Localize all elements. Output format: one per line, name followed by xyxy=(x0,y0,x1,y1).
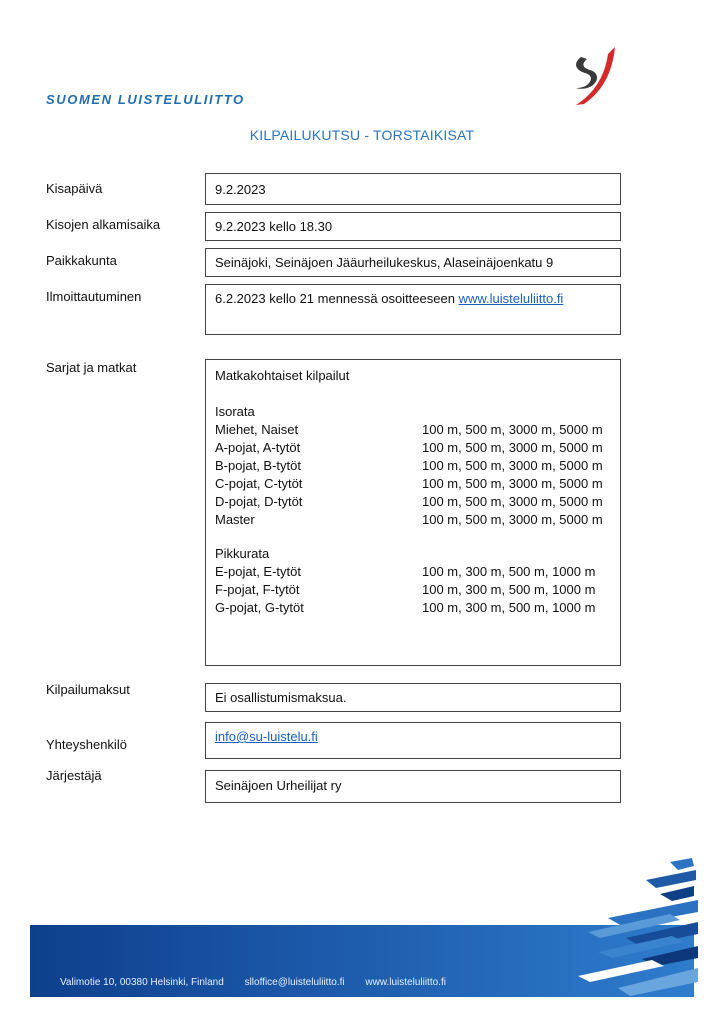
series-distances: 100 m, 500 m, 3000 m, 5000 m xyxy=(422,494,603,509)
series-name: B-pojat, B-tytöt xyxy=(215,458,301,473)
ilmoittautuminen-box xyxy=(205,284,621,335)
luisteluliitto-logo-icon xyxy=(568,44,620,108)
ilmoittautuminen-text: 6.2.2023 kello 21 mennessä osoitteeseen xyxy=(215,291,459,306)
jarjestaja-value: Seinäjoen Urheilijat ry xyxy=(215,778,342,793)
series-distances: 100 m, 300 m, 500 m, 1000 m xyxy=(422,600,596,615)
kisapaiva-value: 9.2.2023 xyxy=(215,182,266,197)
series-distances: 100 m, 500 m, 3000 m, 5000 m xyxy=(422,512,603,527)
yhteyshenkilo-label: Yhteyshenkilö xyxy=(46,737,127,752)
series-name: Miehet, Naiset xyxy=(215,422,299,437)
paikkakunta-value: Seinäjoki, Seinäjoen Jääurheilukeskus, Alaseinäjoenkatu 9 xyxy=(215,255,554,270)
document-title: KILPAILUKUTSU - TORSTAIKISAT xyxy=(249,127,475,143)
jarjestaja-box xyxy=(205,770,621,803)
footer-address: Valimotie 10, 00380 Helsinki, Finland xyxy=(60,977,224,988)
footer-web[interactable]: www.luisteluliitto.fi xyxy=(365,977,446,988)
maksut-label: Kilpailumaksut xyxy=(46,682,130,697)
paikkakunta-box xyxy=(205,248,621,277)
series-name: F-pojat, F-tytöt xyxy=(215,582,300,597)
maksut-box xyxy=(205,683,621,712)
footer-contact xyxy=(60,977,464,988)
paikkakunta-label: Paikkakunta xyxy=(46,253,117,268)
alkamisaika-value: 9.2.2023 kello 18.30 xyxy=(215,219,333,234)
sarjat-heading: Matkakohtaiset kilpailut xyxy=(215,368,350,383)
ilmoittautuminen-label: Ilmoittautuminen xyxy=(46,289,142,304)
maksut-value: Ei osallistumismaksua. xyxy=(215,690,347,705)
series-name: D-pojat, D-tytöt xyxy=(215,494,303,509)
footer-email[interactable]: slloffice@luisteluliitto.fi xyxy=(244,977,345,988)
jarjestaja-label: Järjestäjä xyxy=(46,768,102,783)
series-distances: 100 m, 300 m, 500 m, 1000 m xyxy=(422,582,596,597)
series-name: A-pojat, A-tytöt xyxy=(215,440,301,455)
ilmoittautuminen-link[interactable]: www.luisteluliitto.fi xyxy=(458,291,564,306)
series-distances: 100 m, 500 m, 3000 m, 5000 m xyxy=(422,476,603,491)
yhteyshenkilo-box xyxy=(205,722,621,759)
alkamisaika-label: Kisojen alkamisaika xyxy=(46,217,161,232)
org-name: SUOMEN LUISTELULIITTO xyxy=(46,92,245,107)
sarjat-label: Sarjat ja matkat xyxy=(46,360,137,375)
decorative-stripes-icon xyxy=(560,856,700,1001)
series-distances: 100 m, 500 m, 3000 m, 5000 m xyxy=(422,422,603,437)
kisapaiva-box xyxy=(205,173,621,205)
alkamisaika-box xyxy=(205,212,621,241)
series-name: E-pojat, E-tytöt xyxy=(215,564,301,579)
yhteyshenkilo-email-link[interactable]: info@su-luistelu.fi xyxy=(215,729,318,744)
isorata-title: Isorata xyxy=(215,404,255,419)
ilmoittautuminen-value xyxy=(215,291,563,306)
kisapaiva-label: Kisapäivä xyxy=(46,181,103,196)
series-name: Master xyxy=(215,512,255,527)
pikkurata-title: Pikkurata xyxy=(215,546,270,561)
sarjat-box xyxy=(205,359,621,666)
series-name: G-pojat, G-tytöt xyxy=(215,600,304,615)
series-distances: 100 m, 500 m, 3000 m, 5000 m xyxy=(422,440,603,455)
series-name: C-pojat, C-tytöt xyxy=(215,476,303,491)
series-distances: 100 m, 500 m, 3000 m, 5000 m xyxy=(422,458,603,473)
series-distances: 100 m, 300 m, 500 m, 1000 m xyxy=(422,564,596,579)
